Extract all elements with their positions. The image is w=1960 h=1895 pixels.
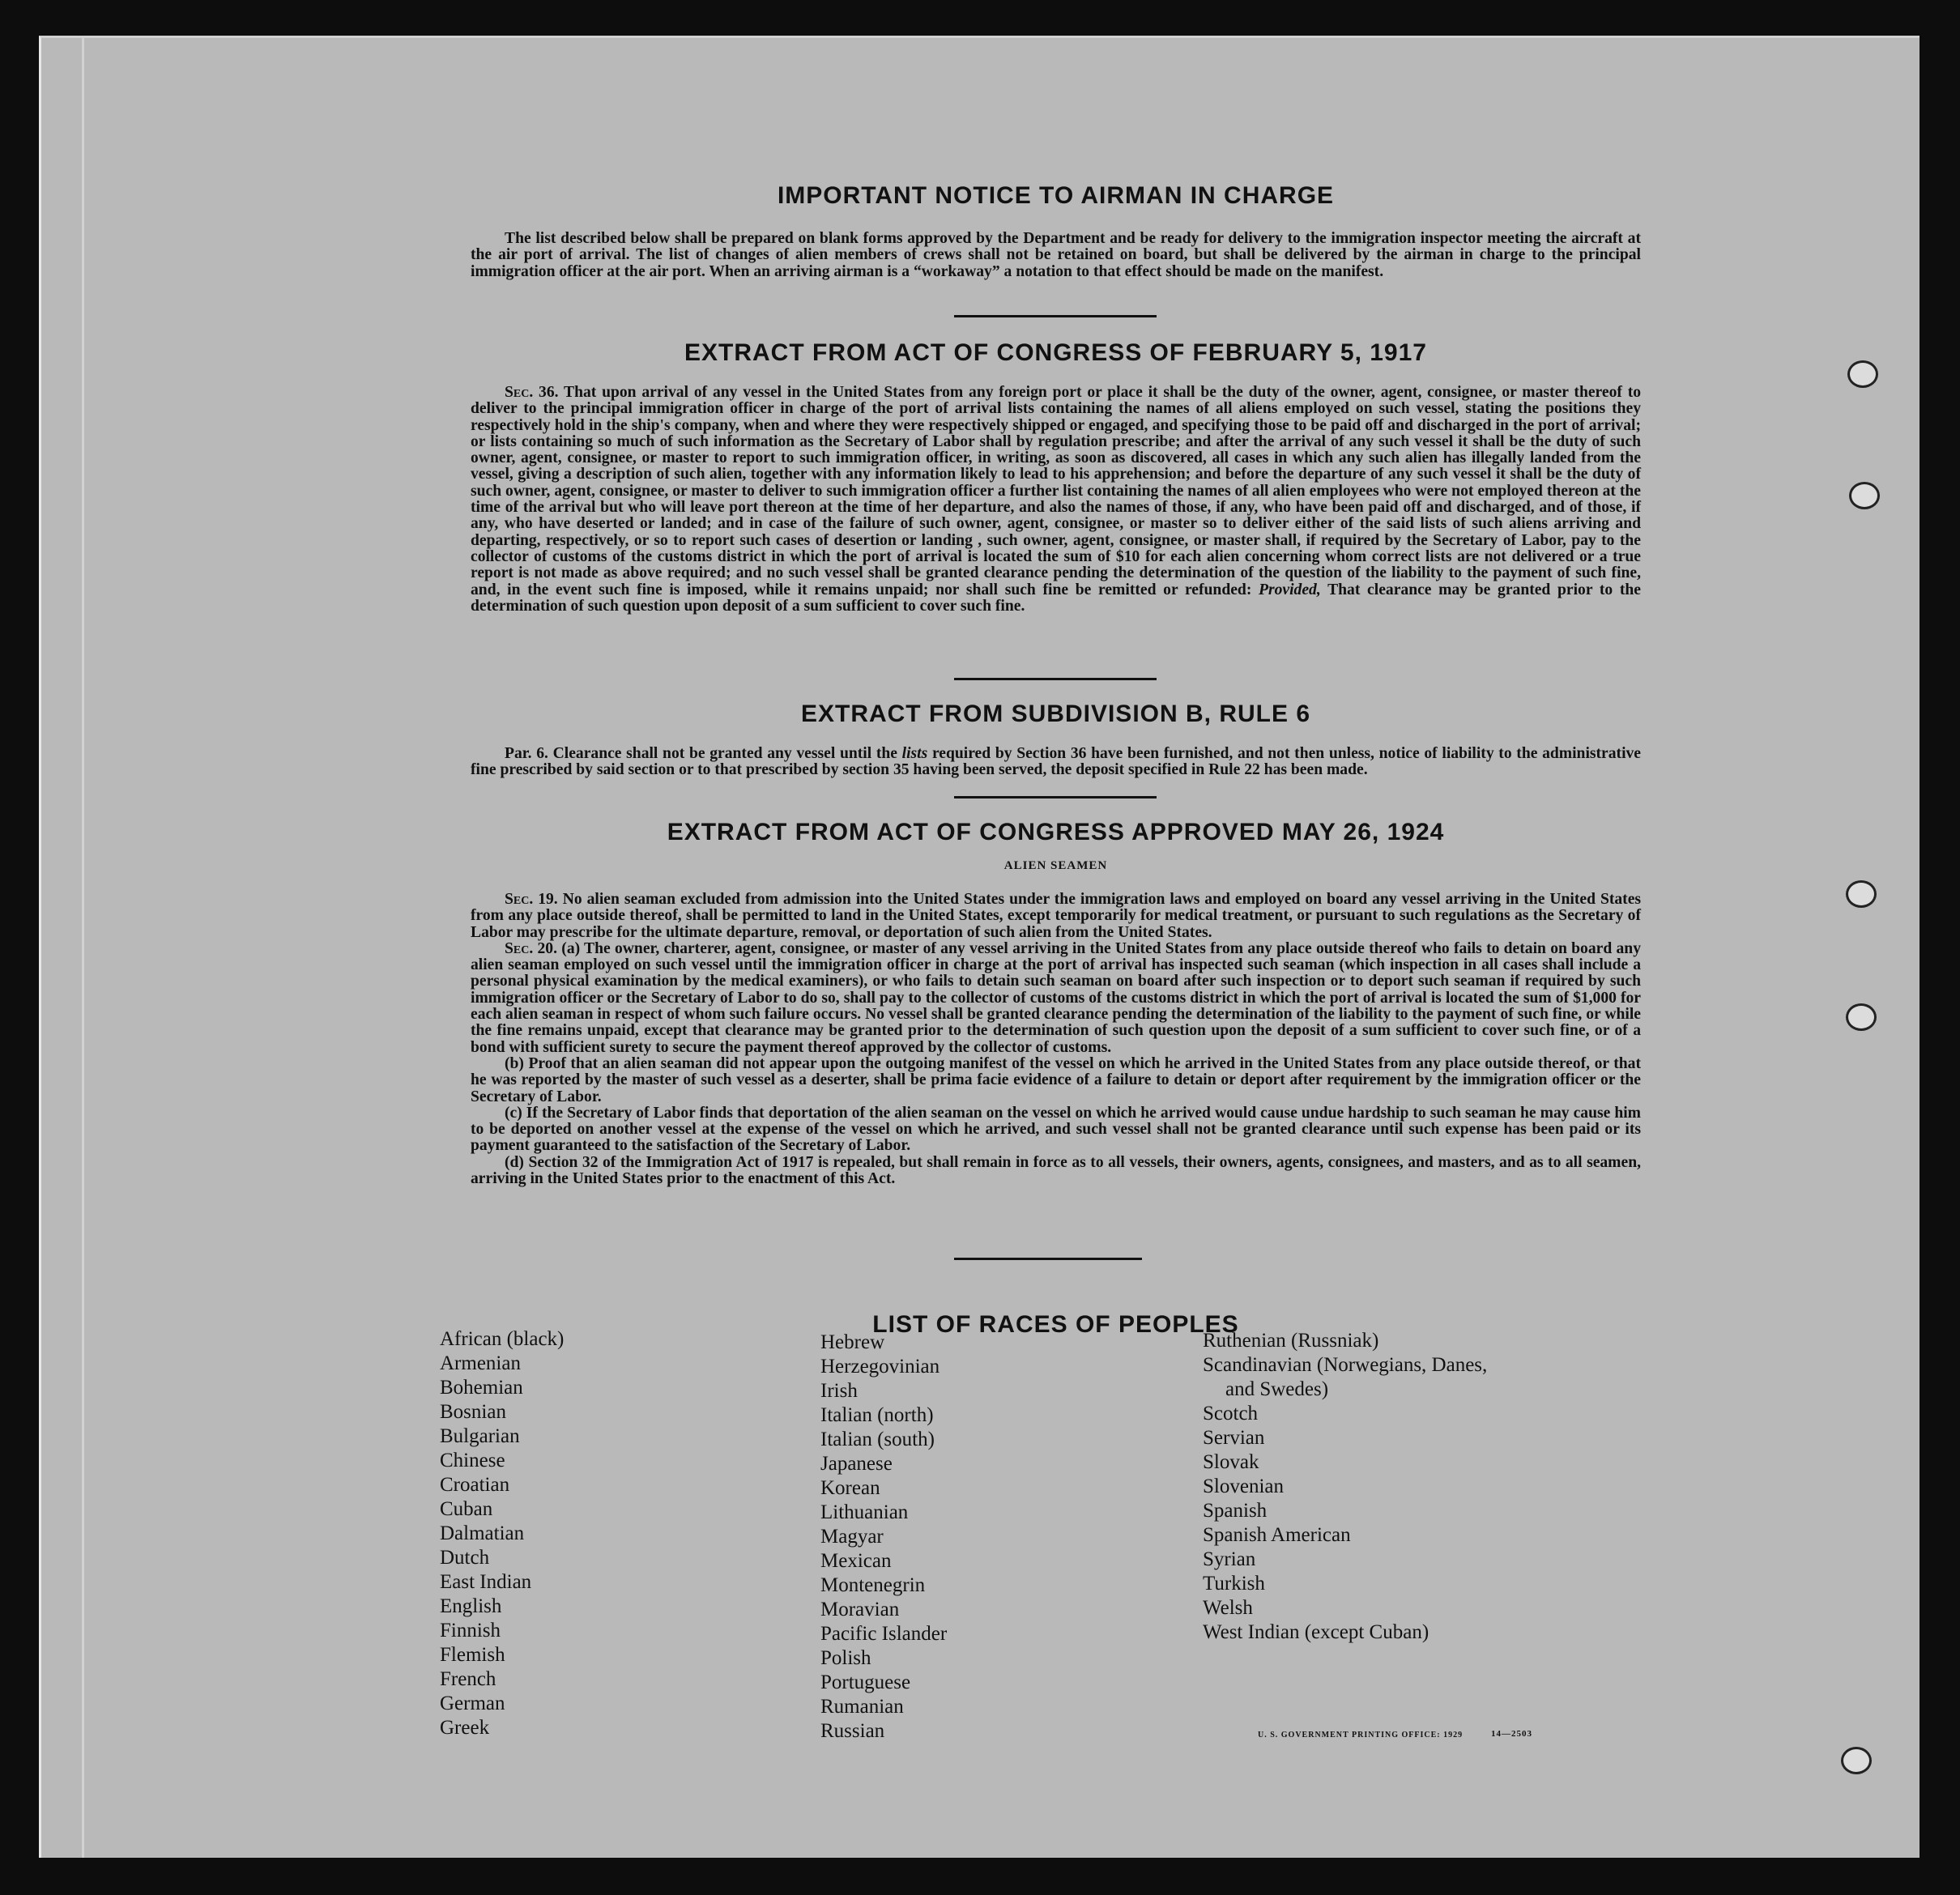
rule-6-text-a: Par. 6. Clearance shall not be granted any vessel until the (505, 745, 897, 762)
race-item: Lithuanian (820, 1501, 909, 1523)
race-item: Scotch (1203, 1403, 1259, 1424)
race-item: Flemish (440, 1644, 505, 1666)
sec-20c: (c) If the Secretary of Labor finds that deportation of the alien seaman on the vessel on which he arrived would cause undue hardship to such seaman he may cause him to be deported on another vessel at the expense of the vessel on which he arrived, and such vessel shall not be granted clearance until such expense has been paid or its payment guaranteed to the satisfaction of the Secretary of Labor. (471, 1104, 1641, 1155)
race-item: West Indian (except Cuban) (1203, 1621, 1430, 1643)
section-divider (954, 1258, 1142, 1260)
punch-hole (1841, 1747, 1872, 1774)
race-item: Pacific Islander (820, 1623, 948, 1645)
section-divider (954, 678, 1157, 680)
race-item: Moravian (820, 1599, 900, 1620)
race-item: Servian (1203, 1427, 1265, 1449)
race-item: Bosnian (440, 1401, 506, 1423)
race-item: Welsh (1203, 1597, 1253, 1619)
printer-imprint: U. S. GOVERNMENT PRINTING OFFICE: 1929 (1258, 1731, 1464, 1740)
act-1917-title: EXTRACT FROM ACT OF CONGRESS OF FEBRUARY 5, 1917 (684, 339, 1427, 366)
punch-hole (1846, 880, 1877, 908)
rule-6-text (471, 746, 1641, 779)
notice-text: The list described below shall be prepared on blank forms approved by the Department and be ready for delivery to the immigration inspector meeting the aircraft at the air port of arrival. The list of changes of alien members of crews shall not be retained on board, but shall be delivered by the airman in charge to the principal immigration officer at the air port. When an arriving airman is a “workaway” a notation to that effect should be made on the manifest. (471, 230, 1641, 280)
section-text-end: That clearance may be granted prior to the determination of such question upon deposit of a sum sufficient to cover such fine. (471, 581, 1641, 615)
act-1924-body (471, 892, 1641, 1187)
race-item: Dalmatian (440, 1522, 525, 1544)
document-page (39, 36, 1920, 1858)
race-item: Hebrew (820, 1331, 885, 1353)
act-1924-title: EXTRACT FROM ACT OF CONGRESS APPROVED MAY 26, 1924 (667, 819, 1445, 845)
race-item: Slovenian (1203, 1476, 1284, 1497)
sec-20a (471, 941, 1641, 1056)
race-item: Italian (north) (820, 1404, 934, 1426)
race-item: Portuguese (820, 1671, 911, 1693)
race-item: Mexican (820, 1550, 892, 1572)
race-item: Korean (820, 1477, 880, 1499)
sec-20d: (d) Section 32 of the Immigration Act of 1917 is repealed, but shall remain in force as to all vessels, their owners, agents, consignees, and masters, and as to all seamen, arriving in the United States prior to the enactment of this Act. (471, 1153, 1641, 1188)
race-item: Japanese (820, 1453, 893, 1475)
punch-hole (1846, 1003, 1877, 1031)
race-item: Ruthenian (Russniak) (1203, 1330, 1379, 1352)
races-title: LIST OF RACES OF PEOPLES (872, 1311, 1239, 1338)
race-item: Rumanian (820, 1696, 904, 1718)
race-item: Magyar (820, 1526, 884, 1548)
race-item: Spanish American (1203, 1524, 1351, 1546)
section-text: That upon arrival of any vessel in the United States from any foreign port or place it shall be the duty of the owner, agent, consignee, or master thereof to deliver to the principal immigration officer in charge of the port of arrival lists containing the names of all aliens employed on such vessel, stating the positions they respectively hold in the ship's company, when and where they were respectively shipped or engaged, and specifying those to be paid off and discharged in the port of arrival; or lists containing so much of such information as the Secretary of Labor shall by regulation prescribe; and after the arrival of any such vessel it shall be the duty of such owner, agent, consignee, or master to report to such immigration officer, in writing, as soon as discovered, all cases in which any such alien has illegally landed from the vessel, giving a description of such alien, together with any information likely to lead to his apprehension; and before the departure of any such vessel it shall be the duty of such owner, agent, consignee, or master to deliver to such immigration officer a further list containing the names of all alien employees who were not employed thereon at the time of the arrival but who will leave port thereon at the time of her departure, and also the names of those, if any, who have been paid off and discharged, and of those, if any, who have deserted or landed; and in case of the failure of such owner, agent, consignee, or master so to deliver either of the said lists of such aliens arriving and departing, respectively, or so to report such cases of desertion or landing , such owner, agent, consignee, or master shall, if required by the Secretary of Labor, pay to the collector of customs of the customs district in which the port of arrival is located the sum of $10 for each alien concerning whom correct lists are not delivered or a true report is not made as above required; and no such vessel shall be granted clearance pending the determination of the question of the liability to the payment of such fine, and, in the event such fine is imposed, while it remains unpaid; nor shall such fine be remitted or refunded: (471, 384, 1642, 598)
lists-word: lists (901, 745, 928, 762)
race-item: Greek (440, 1717, 490, 1739)
race-item: Bulgarian (440, 1425, 520, 1447)
sec-20b: (b) Proof that an alien seaman did not appear upon the outgoing manifest of the vessel on which he arrived in the United States from any place outside thereof, or that he was reported by the master of such vessel as a deserter, shall be prima facie evidence of a failure to detain or deport after requirement by the immigration officer or the Secretary of Labor. (471, 1054, 1641, 1105)
sec-19 (471, 892, 1641, 941)
race-item: French (440, 1668, 496, 1690)
race-item: East Indian (440, 1571, 532, 1593)
punch-hole (1847, 360, 1878, 388)
form-number: 14—2503 (1491, 1729, 1532, 1739)
alien-seamen-subtitle: ALIEN SEAMEN (1003, 859, 1108, 872)
race-item: Spanish (1203, 1500, 1268, 1522)
race-item: Dutch (440, 1547, 490, 1569)
rule-6-title: EXTRACT FROM SUBDIVISION B, RULE 6 (800, 701, 1311, 727)
race-item: Croatian (440, 1474, 510, 1496)
section-label: Sec. 36. (505, 384, 559, 401)
race-item: Armenian (440, 1352, 521, 1374)
race-item: Syrian (1203, 1548, 1256, 1570)
sec-19-text: No alien seaman excluded from admission into the United States under the immigration laws and employed on board any vessel arriving in the United States from any place outside thereof, shall be permitted to land in the United States, except temporarily for medical treatment, or pursuant to such regulations as the Secretary of Labor may prescribe for the ultimate departure, removal, or deportation of such alien from the United States. (471, 891, 1642, 941)
race-item: Bohemian (440, 1377, 523, 1399)
race-item: Cuban (440, 1498, 493, 1520)
sec-19-label: Sec. 19. (505, 891, 558, 908)
race-item: and Swedes) (1225, 1378, 1329, 1400)
race-item: German (440, 1693, 505, 1714)
sec-20a-text: (a) The owner, charterer, agent, consignee, or master of any vessel arriving in the United States from any place outside thereof who fails to detain on board any alien seaman employed on such vessel until the immigration officer in charge at the port of arrival has inspected such seaman (which inspection in all cases shall include a personal physical examination by the medical examiners), or who fails to detain such seaman on board after such inspection or to deport such seaman if required by such immigration officer or the Secretary of Labor to do so, shall pay to the collector of customs of the customs district in which the port of arrival is located the sum of $1,000 for each alien seaman in respect of whom such failure occurs. No vessel shall be granted clearance pending the determination of the liability to the payment of such fine, or while the fine remains unpaid, except that clearance may be granted prior to the determination of such question upon the deposit of a sum sufficient to cover such fine, or of a bond with sufficient surety to secure the payment thereof approved by the collector of customs. (471, 939, 1641, 1056)
sec-20-label: Sec. 20. (505, 939, 558, 957)
races-column-2 (820, 1331, 947, 1744)
race-item: Irish (820, 1380, 858, 1402)
race-item: Italian (south) (820, 1429, 935, 1450)
race-item: Scandinavian (Norwegians, Danes, (1203, 1354, 1488, 1376)
race-item: English (440, 1595, 502, 1617)
race-item: African (black) (440, 1328, 565, 1350)
race-item: Turkish (1203, 1573, 1265, 1595)
race-item: Finnish (440, 1620, 501, 1642)
races-column-1 (440, 1327, 564, 1740)
race-item: Chinese (440, 1450, 505, 1471)
punch-hole (1849, 482, 1880, 509)
race-item: Montenegrin (820, 1574, 926, 1596)
section-divider (954, 796, 1157, 798)
provided-word: Provided, (1259, 581, 1321, 598)
race-item: Russian (820, 1720, 885, 1742)
race-item: Slovak (1203, 1451, 1259, 1473)
act-1917-sec-36 (471, 385, 1641, 615)
rule-6-text-b: required by Section 36 have been furnished, and not then unless, notice of liability to the administrative fine prescribed by said section or to that prescribed by section 35 having been served, the deposit specified in Rule 22 has been made. (471, 745, 1642, 779)
race-item: Polish (820, 1647, 871, 1669)
race-item: Herzegovinian (820, 1356, 940, 1378)
races-column-3 (1203, 1329, 1487, 1645)
section-divider (954, 315, 1157, 317)
notice-title: IMPORTANT NOTICE TO AIRMAN IN CHARGE (777, 182, 1335, 209)
